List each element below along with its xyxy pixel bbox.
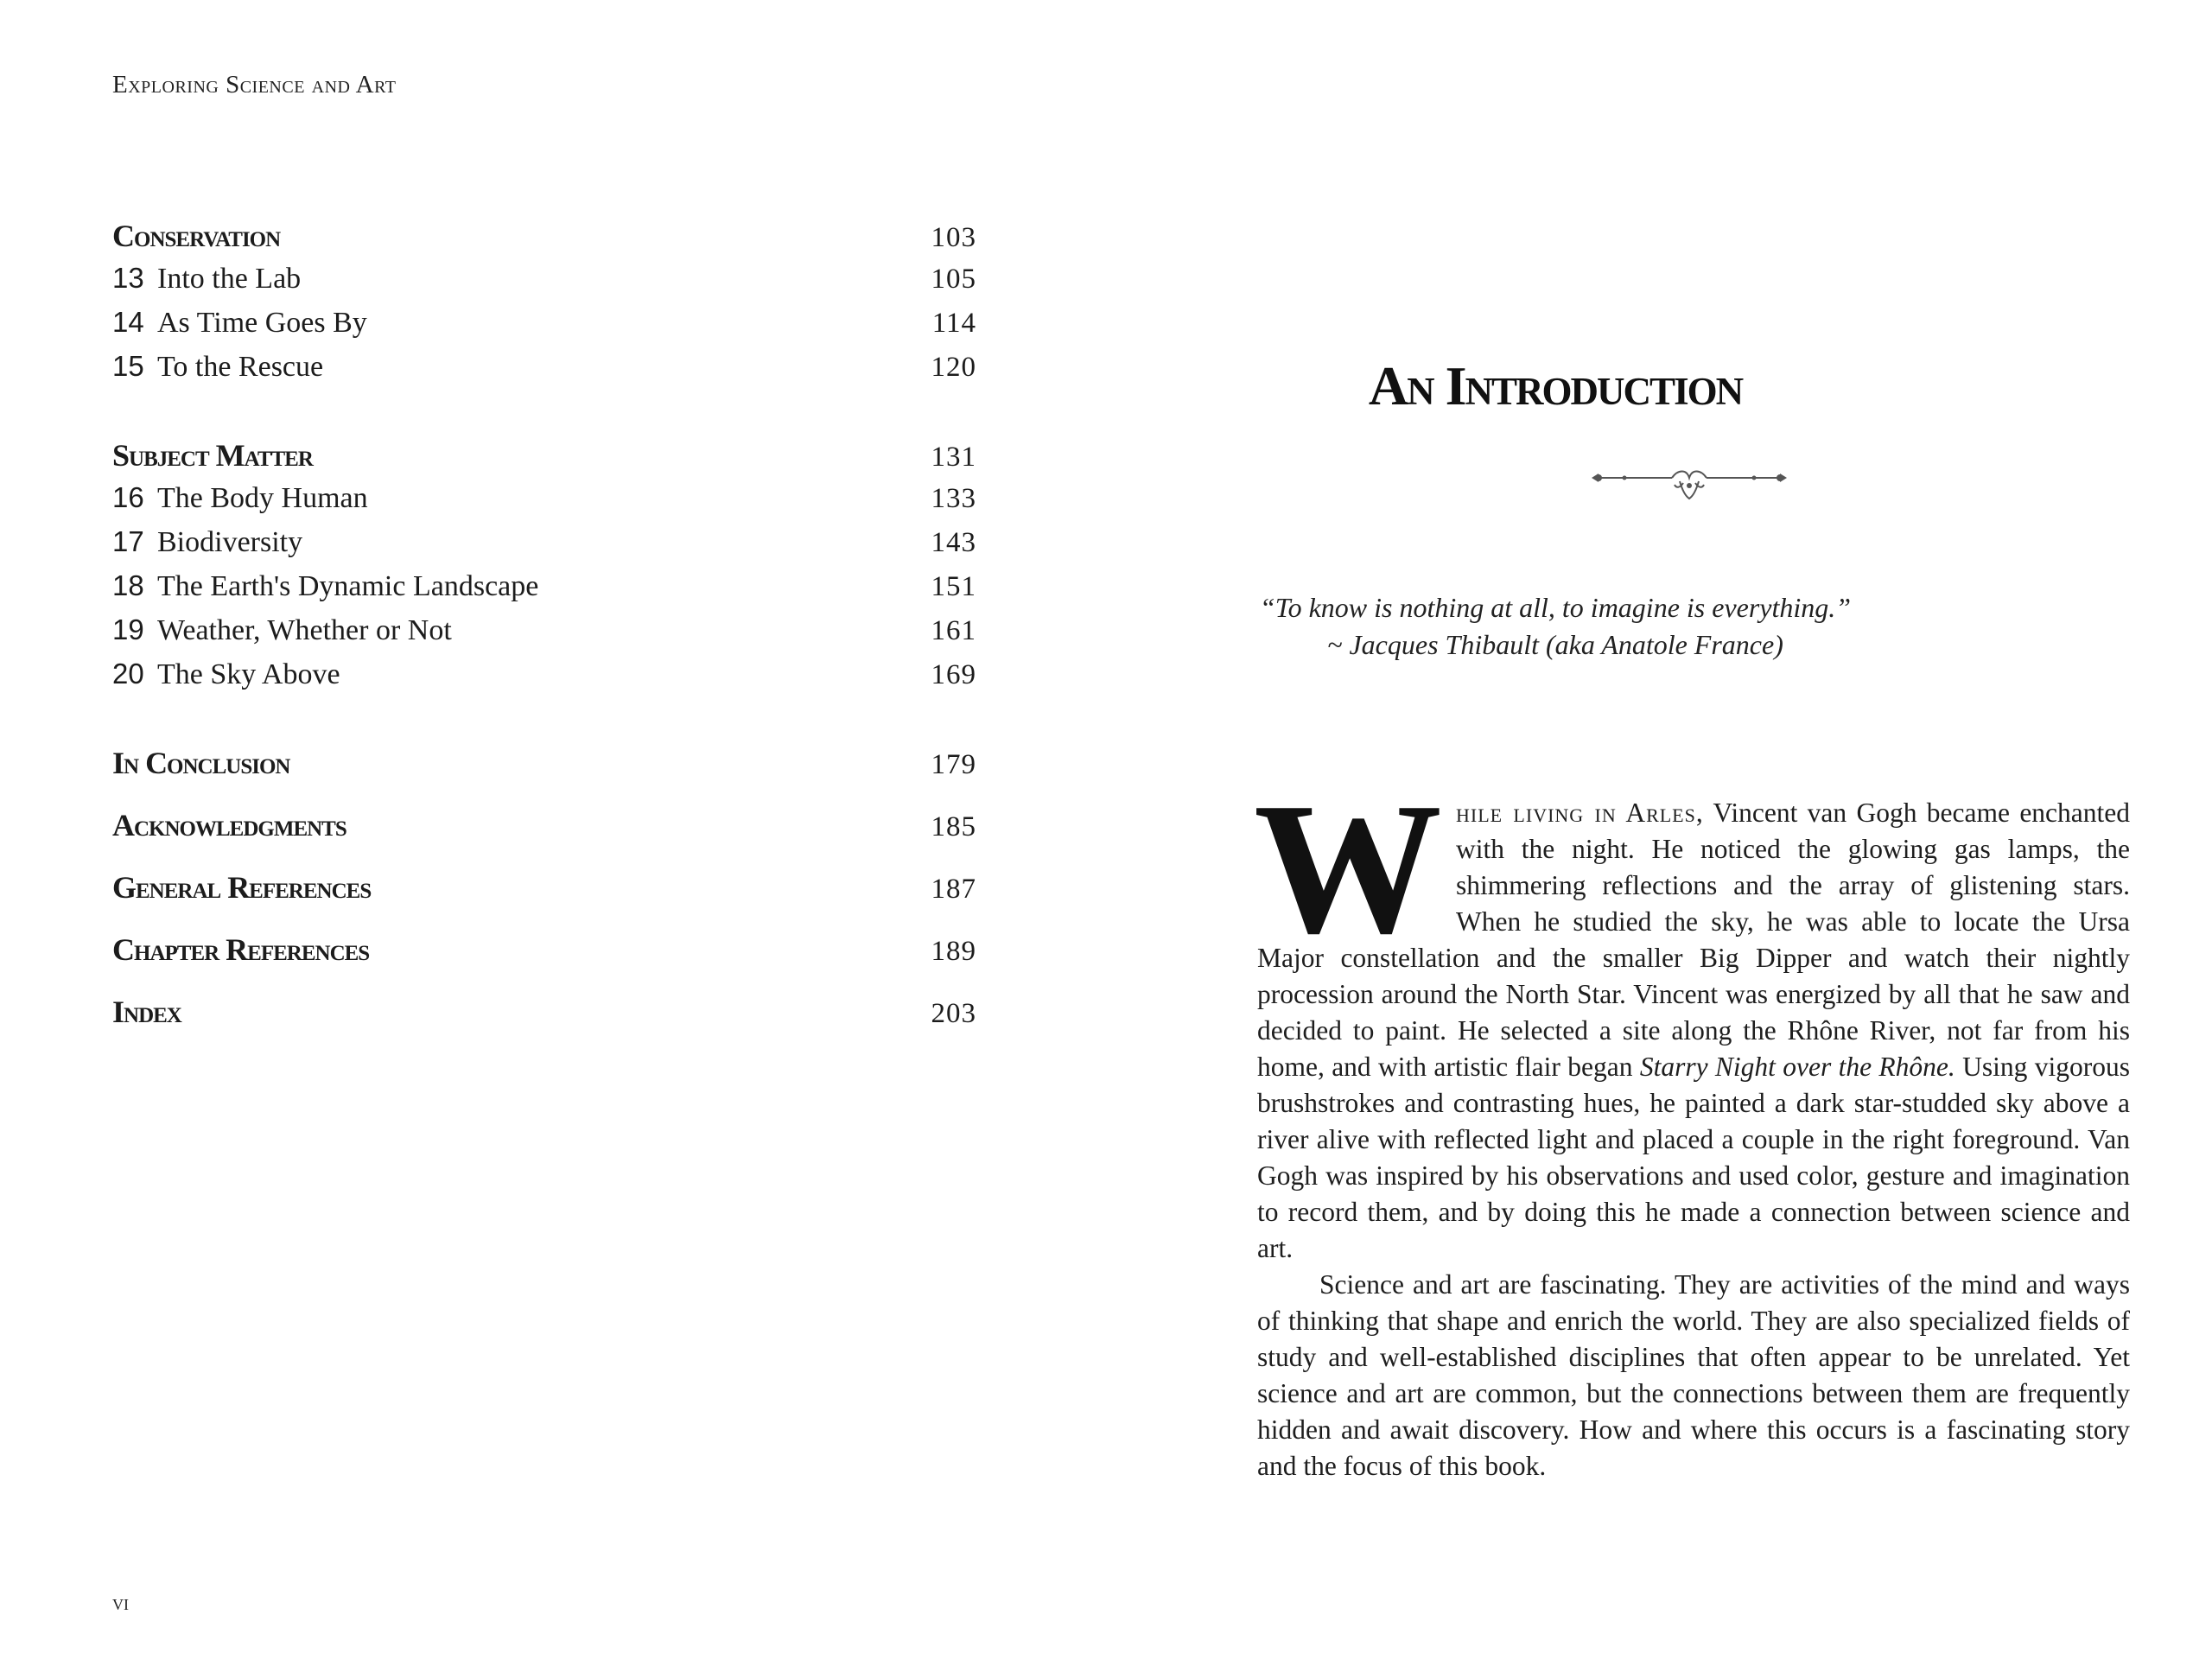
toc-chapter-entry [112, 350, 323, 384]
toc-page-number: 169 [931, 659, 976, 690]
toc-section-row [112, 994, 976, 1037]
drop-cap: W [1254, 765, 1442, 973]
chapter-title: An Introduction [1368, 355, 1743, 416]
epigraph-quote: “To know is nothing at all, to imagine is everything.” [1259, 592, 1852, 623]
toc-chapter-row [112, 306, 976, 349]
toc-page-number: 105 [931, 264, 976, 295]
toc-chapter-entry [112, 525, 302, 559]
toc-page-number: 143 [931, 527, 976, 558]
epigraph-attribution: ~ Jacques Thibault (aka Anatole France) [1327, 629, 1783, 660]
toc-chapter-entry [112, 306, 367, 340]
paragraph: Science and art are fascinating. They are activities of the mind and ways of thinking that shape and enrich the world. They are also specialized fields of study and well-established disciplines that often appear to be unrelated. Yet science and art are common, but the connections between them are frequently hidden and await discovery. How and where this occurs is a fascinating story and the focus of this book. [1257, 1269, 2130, 1481]
toc-page-number: 161 [931, 615, 976, 646]
toc-section-title: Index [112, 995, 181, 1029]
toc-chapter-number: 18 [112, 569, 144, 601]
toc-chapter-entry [112, 481, 368, 515]
toc-chapter-row [112, 525, 976, 569]
toc-page-number: 120 [931, 352, 976, 383]
body-text [1254, 765, 2130, 1484]
toc-chapter-number: 17 [112, 525, 144, 557]
toc-chapter-number: 19 [112, 613, 144, 645]
toc-page-number: 103 [931, 222, 976, 253]
fleuron-divider-icon [1590, 462, 1789, 502]
toc-chapter-title: Biodiversity [157, 526, 303, 558]
toc-chapter-row [112, 350, 976, 393]
toc-chapter-title: Into the Lab [157, 263, 302, 295]
toc-chapter-row [112, 481, 976, 524]
toc-section-row [112, 745, 976, 788]
running-head: Exploring Science and Art [112, 71, 397, 99]
toc-section-title: In Conclusion [112, 746, 290, 780]
toc-page-number: 189 [931, 936, 976, 967]
toc-chapter-number: 15 [112, 350, 144, 382]
right-page [1106, 0, 2212, 1659]
toc-section-title: Chapter References [112, 932, 370, 967]
toc-page-number: 187 [931, 874, 976, 905]
epigraph [1106, 589, 2005, 664]
toc-section-title: Subject Matter [112, 438, 313, 473]
toc-chapter-title: Weather, Whether or Not [157, 614, 452, 646]
toc-chapter-title: The Sky Above [157, 658, 340, 690]
toc-chapter-number: 14 [112, 306, 144, 338]
toc-section-row [112, 931, 976, 975]
page-number: vi [112, 1590, 129, 1615]
toc-chapter-entry [112, 658, 340, 691]
paragraph-text: Using vigorous brushstrokes and contrasting hues, he painted a dark star-studded sky above a river alive with reflected light and placed a couple in the right foreground. Van Gogh was inspired by his observations and used color, gesture and imagination to record them, and by doing this he made a connection between science and art. [1257, 1052, 2130, 1263]
toc-section-row [112, 437, 976, 480]
toc-chapter-title: To the Rescue [157, 351, 324, 383]
toc-chapter-title: The Earth's Dynamic Landscape [157, 570, 539, 602]
toc-section-row [112, 807, 976, 850]
toc-chapter-title: As Time Goes By [157, 307, 367, 339]
artwork-title: Starry Night over the Rhône. [1639, 1052, 1955, 1082]
toc-page-number: 131 [931, 442, 976, 473]
toc-page-number: 185 [931, 811, 976, 842]
toc-chapter-row [112, 262, 976, 305]
toc-chapter-row [112, 569, 976, 613]
toc-section-title: General References [112, 870, 372, 905]
toc-page-number: 114 [931, 308, 976, 339]
toc-page-number: 179 [931, 749, 976, 780]
toc-chapter-title: The Body Human [157, 482, 368, 514]
toc-chapter-row [112, 613, 976, 657]
toc-chapter-entry [112, 262, 301, 296]
toc-page-number: 133 [931, 483, 976, 514]
paragraph-text: Vincent van Gogh became enchanted with the night. He noticed the glowing gas lamps, the shimmering reflections and the array of glistening stars. When he studied the sky, he was able to locate the Ursa Major constellation and the smaller Big Dipper and watch their nightly procession around the North Star. Vincent was energized by all that he saw and decided to paint. He selected a site along the Rhône River, not far from his home, and with artistic flair began [1257, 798, 2130, 1082]
toc-chapter-number: 13 [112, 262, 144, 294]
toc-page-number: 203 [931, 998, 976, 1029]
toc-page-number: 151 [931, 571, 976, 602]
toc-chapter-number: 20 [112, 658, 144, 690]
toc-section-row [112, 869, 976, 912]
toc-section-title: Conservation [112, 219, 281, 253]
toc-chapter-number: 16 [112, 481, 144, 513]
toc-chapter-entry [112, 569, 538, 603]
toc-chapter-entry [112, 613, 452, 647]
lead-in: hile living in Arles, [1456, 798, 1704, 828]
toc-chapter-row [112, 658, 976, 701]
paragraph [1254, 765, 2130, 1267]
toc-section-title: Acknowledgments [112, 808, 346, 842]
toc-section-row [112, 218, 976, 261]
